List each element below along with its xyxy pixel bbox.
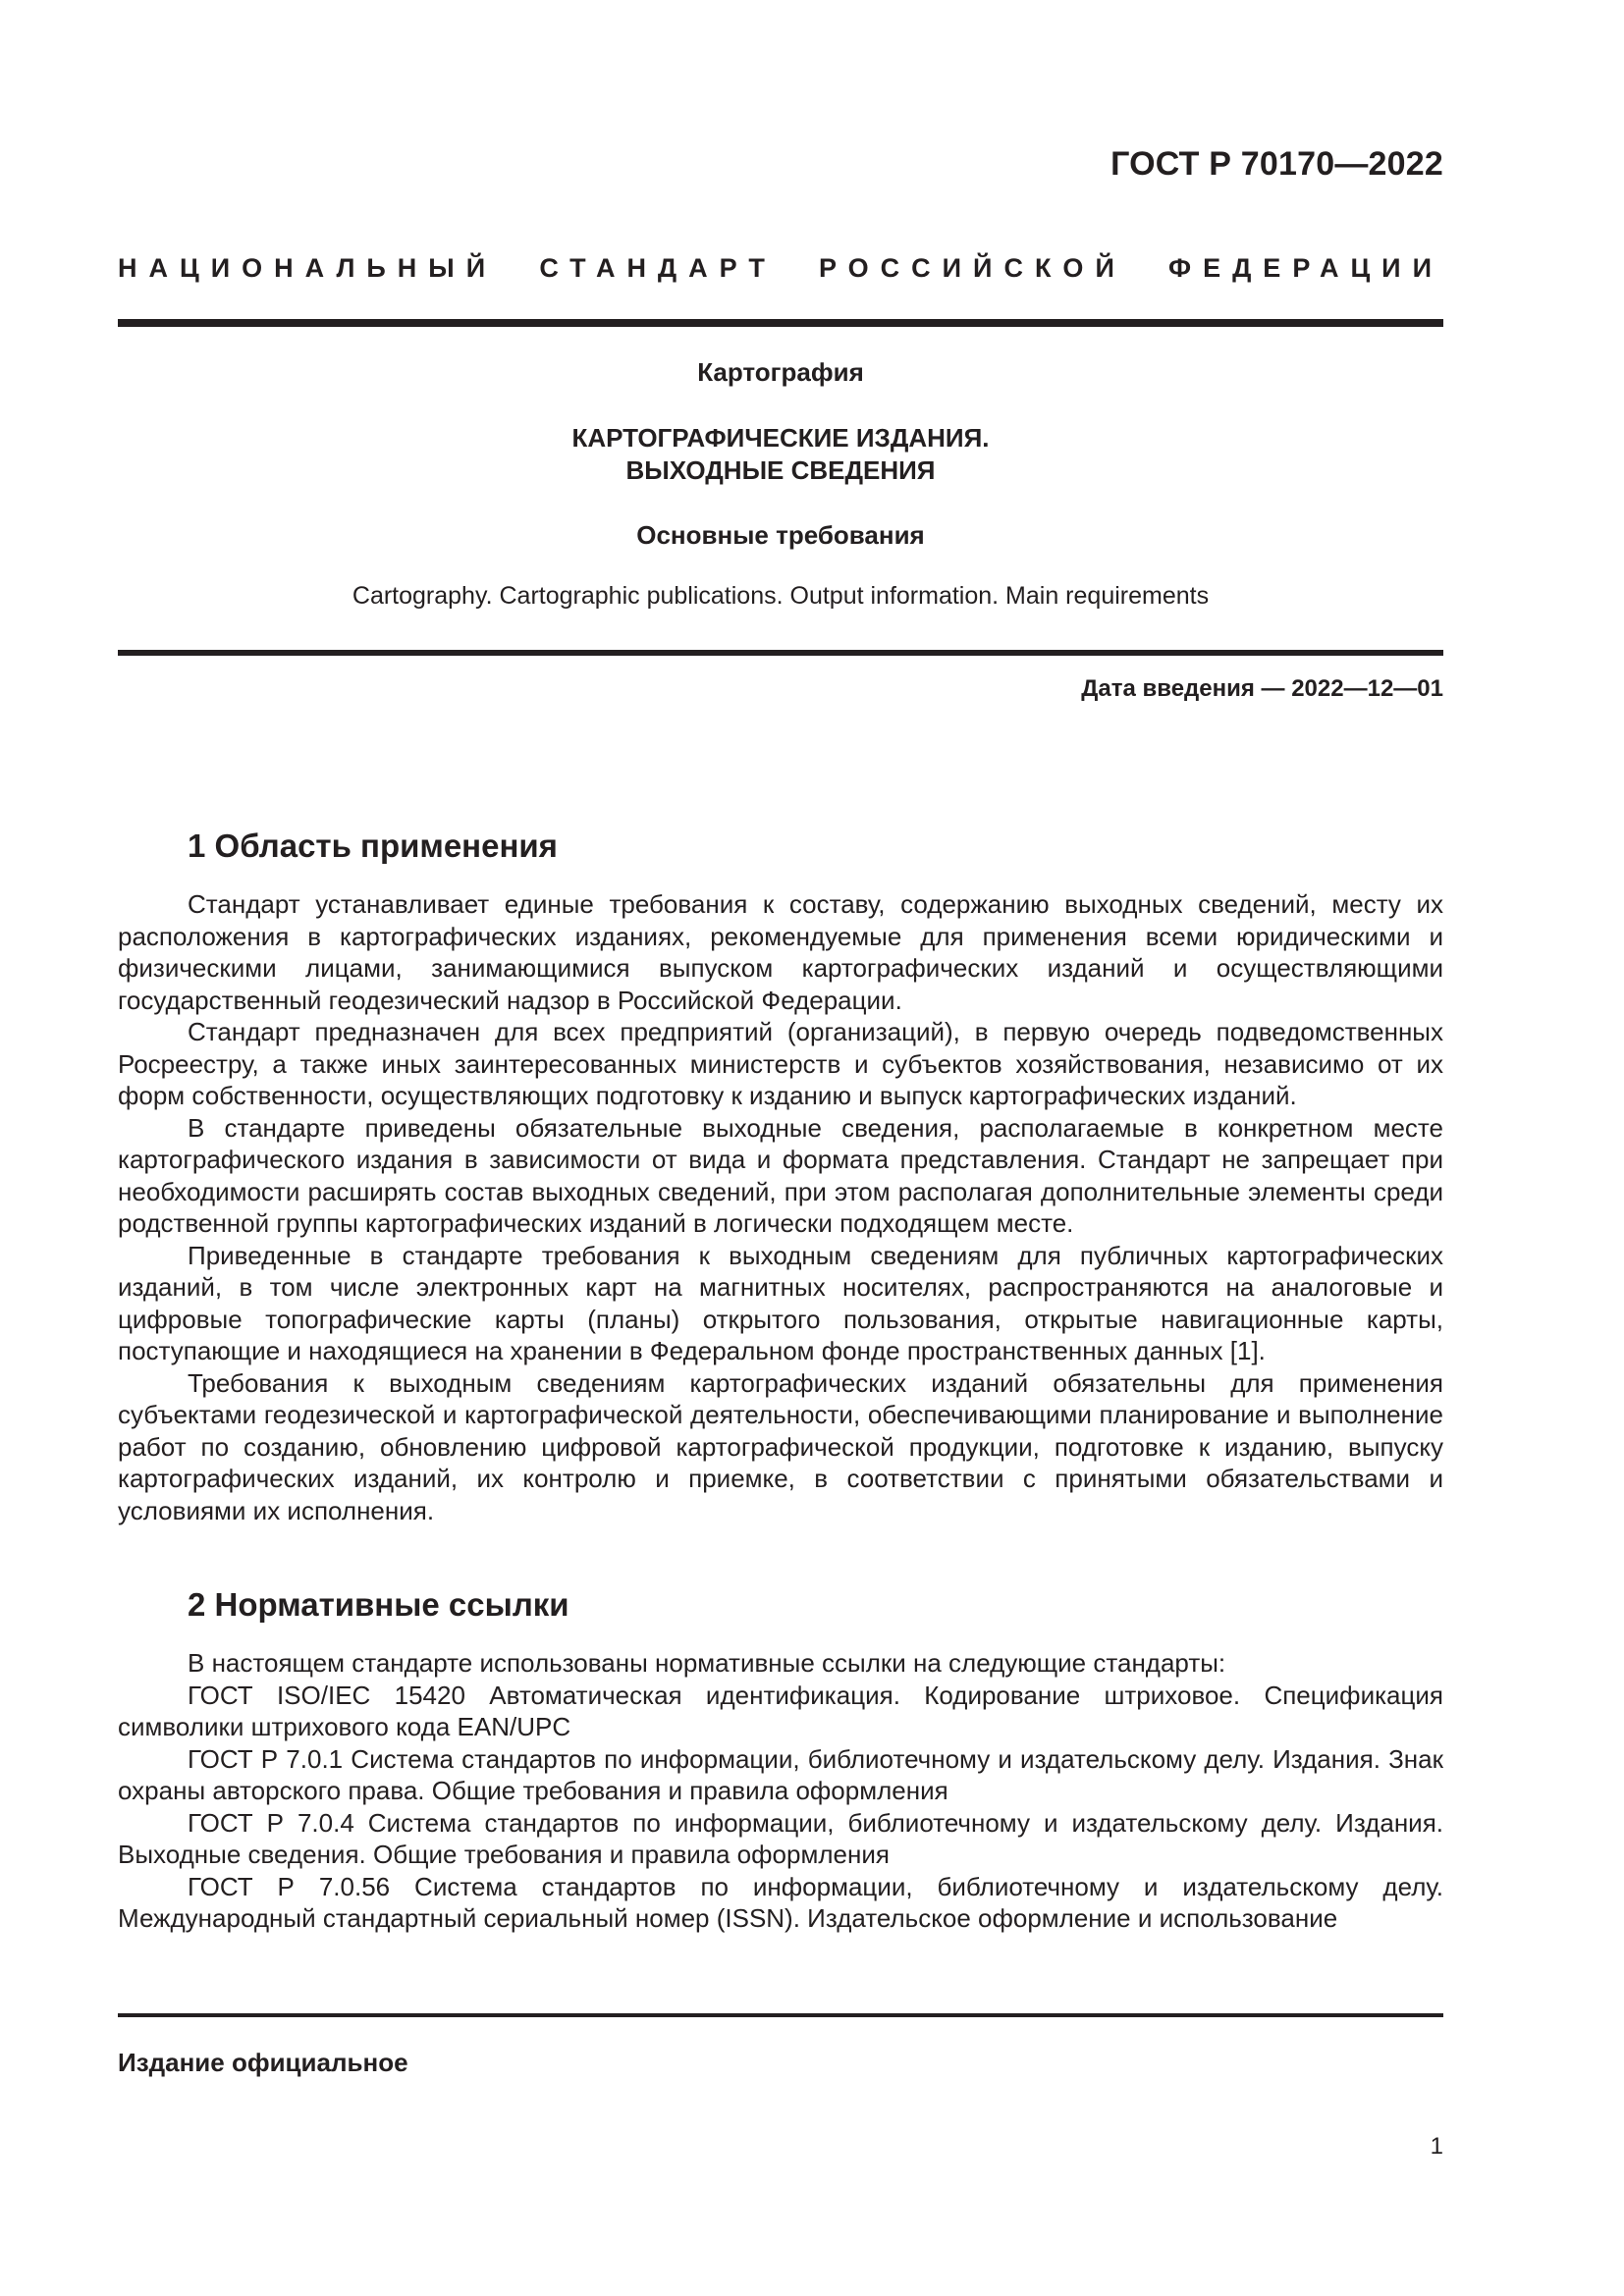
section-2-paragraph: В настоящем стандарте использованы нормативные ссылки на следующие стандарты: [188, 1648, 1226, 1678]
document-code: ГОСТ Р 70170—2022 [1110, 145, 1443, 183]
official-edition-label: Издание официальное [118, 2048, 408, 2077]
normative-reference: ГОСТ Р 7.0.56 Система стандартов по информации, библиотечному и издательскому делу. Международный стандартный сериальный номер (ISSN). Издательское оформление и использование [118, 1871, 1443, 1933]
normative-reference: ГОСТ Р 7.0.4 Система стандартов по информации, библиотечному и издательскому делу. Издания. Выходные сведения. Общие требования и правила оформления [118, 1807, 1443, 1869]
section-1-heading: 1 Область применения [188, 828, 558, 864]
page-number: 1 [1430, 2133, 1443, 2160]
normative-reference: ГОСТ Р 7.0.1 Система стандартов по информации, библиотечному и издательскому делу. Издания. Знак охраны авторского права. Общие требования и правила оформления [118, 1743, 1443, 1805]
section-2-heading: 2 Нормативные ссылки [188, 1586, 569, 1623]
section-1-paragraph: Приведенные в стандарте требования к выходным сведениям для публичных картографических изданий, в том числе электронных карт на магнитных носителях, распространяются на аналоговые и цифровые топографические карты (планы) открытого пользования, открытые навигационные карты, поступающие и находящиеся на хранении в Федеральном фонде пространственных данных [1]. [118, 1240, 1443, 1365]
section-1-body [118, 888, 1443, 1526]
subject-heading: Картография [697, 357, 864, 387]
section-1-paragraph: Требования к выходным сведениям картографических изданий обязательны для применения субъектами геодезической и картографической деятельности, обеспечивающими планирование и выполнение работ по созданию, обновлению цифровой картографической продукции, подготовке к изданию, выпуску картографических изданий, их контролю и приемке, в соответствии с принятыми обязательствами и условиями их исполнения. [118, 1367, 1443, 1525]
section-1-paragraph: Стандарт предназначен для всех предприятий (организаций), в первую очередь подведомственных Росреестру, а также иных заинтересованных министерств и субъектов хозяйствования, независимо от их форм собственности, осуществляющих подготовку к изданию и выпуск картографических изданий. [118, 1017, 1443, 1110]
section-2-body [118, 1647, 1443, 1935]
document-subtitle: Основные требования [636, 520, 925, 550]
national-standard-banner: НАЦИОНАЛЬНЫЙ СТАНДАРТ РОССИЙСКОЙ ФЕДЕРАЦИИ [118, 253, 1443, 283]
introduction-date: Дата введения — 2022—12—01 [1081, 675, 1443, 702]
footer-rule [118, 2013, 1443, 2017]
section-1-paragraph: Стандарт устанавливает единые требования к составу, содержанию выходных сведений, месту их расположения в картографических изданиях, рекомендуемые для применения всеми юридическими и физическими лицами, занимающимися выпуском картографических изданий и осуществляющими государственный геодезический надзор в Российской Федерации. [118, 889, 1443, 1015]
top-thick-rule [118, 319, 1443, 327]
document-title-line-2: ВЫХОДНЫЕ СВЕДЕНИЯ [625, 455, 936, 485]
section-1-paragraph: В стандарте приведены обязательные выходные сведения, располагаемые в конкретном месте картографического издания в зависимости от вида и формата представления. Стандарт не запрещает при необходимости расширять состав выходных сведений, при этом располагая дополнительные элементы среди родственной группы картографических изданий в логически подходящем месте. [118, 1112, 1443, 1238]
document-title-line-1: КАРТОГРАФИЧЕСКИЕ ИЗДАНИЯ. [571, 423, 990, 453]
english-title: Cartography. Cartographic publications. Output information. Main requirements [352, 582, 1210, 610]
normative-reference: ГОСТ ISO/IEC 15420 Автоматическая идентификация. Кодирование штриховое. Спецификация символики штрихового кода EAN/UPC [118, 1680, 1443, 1741]
title-bottom-rule [118, 650, 1443, 656]
